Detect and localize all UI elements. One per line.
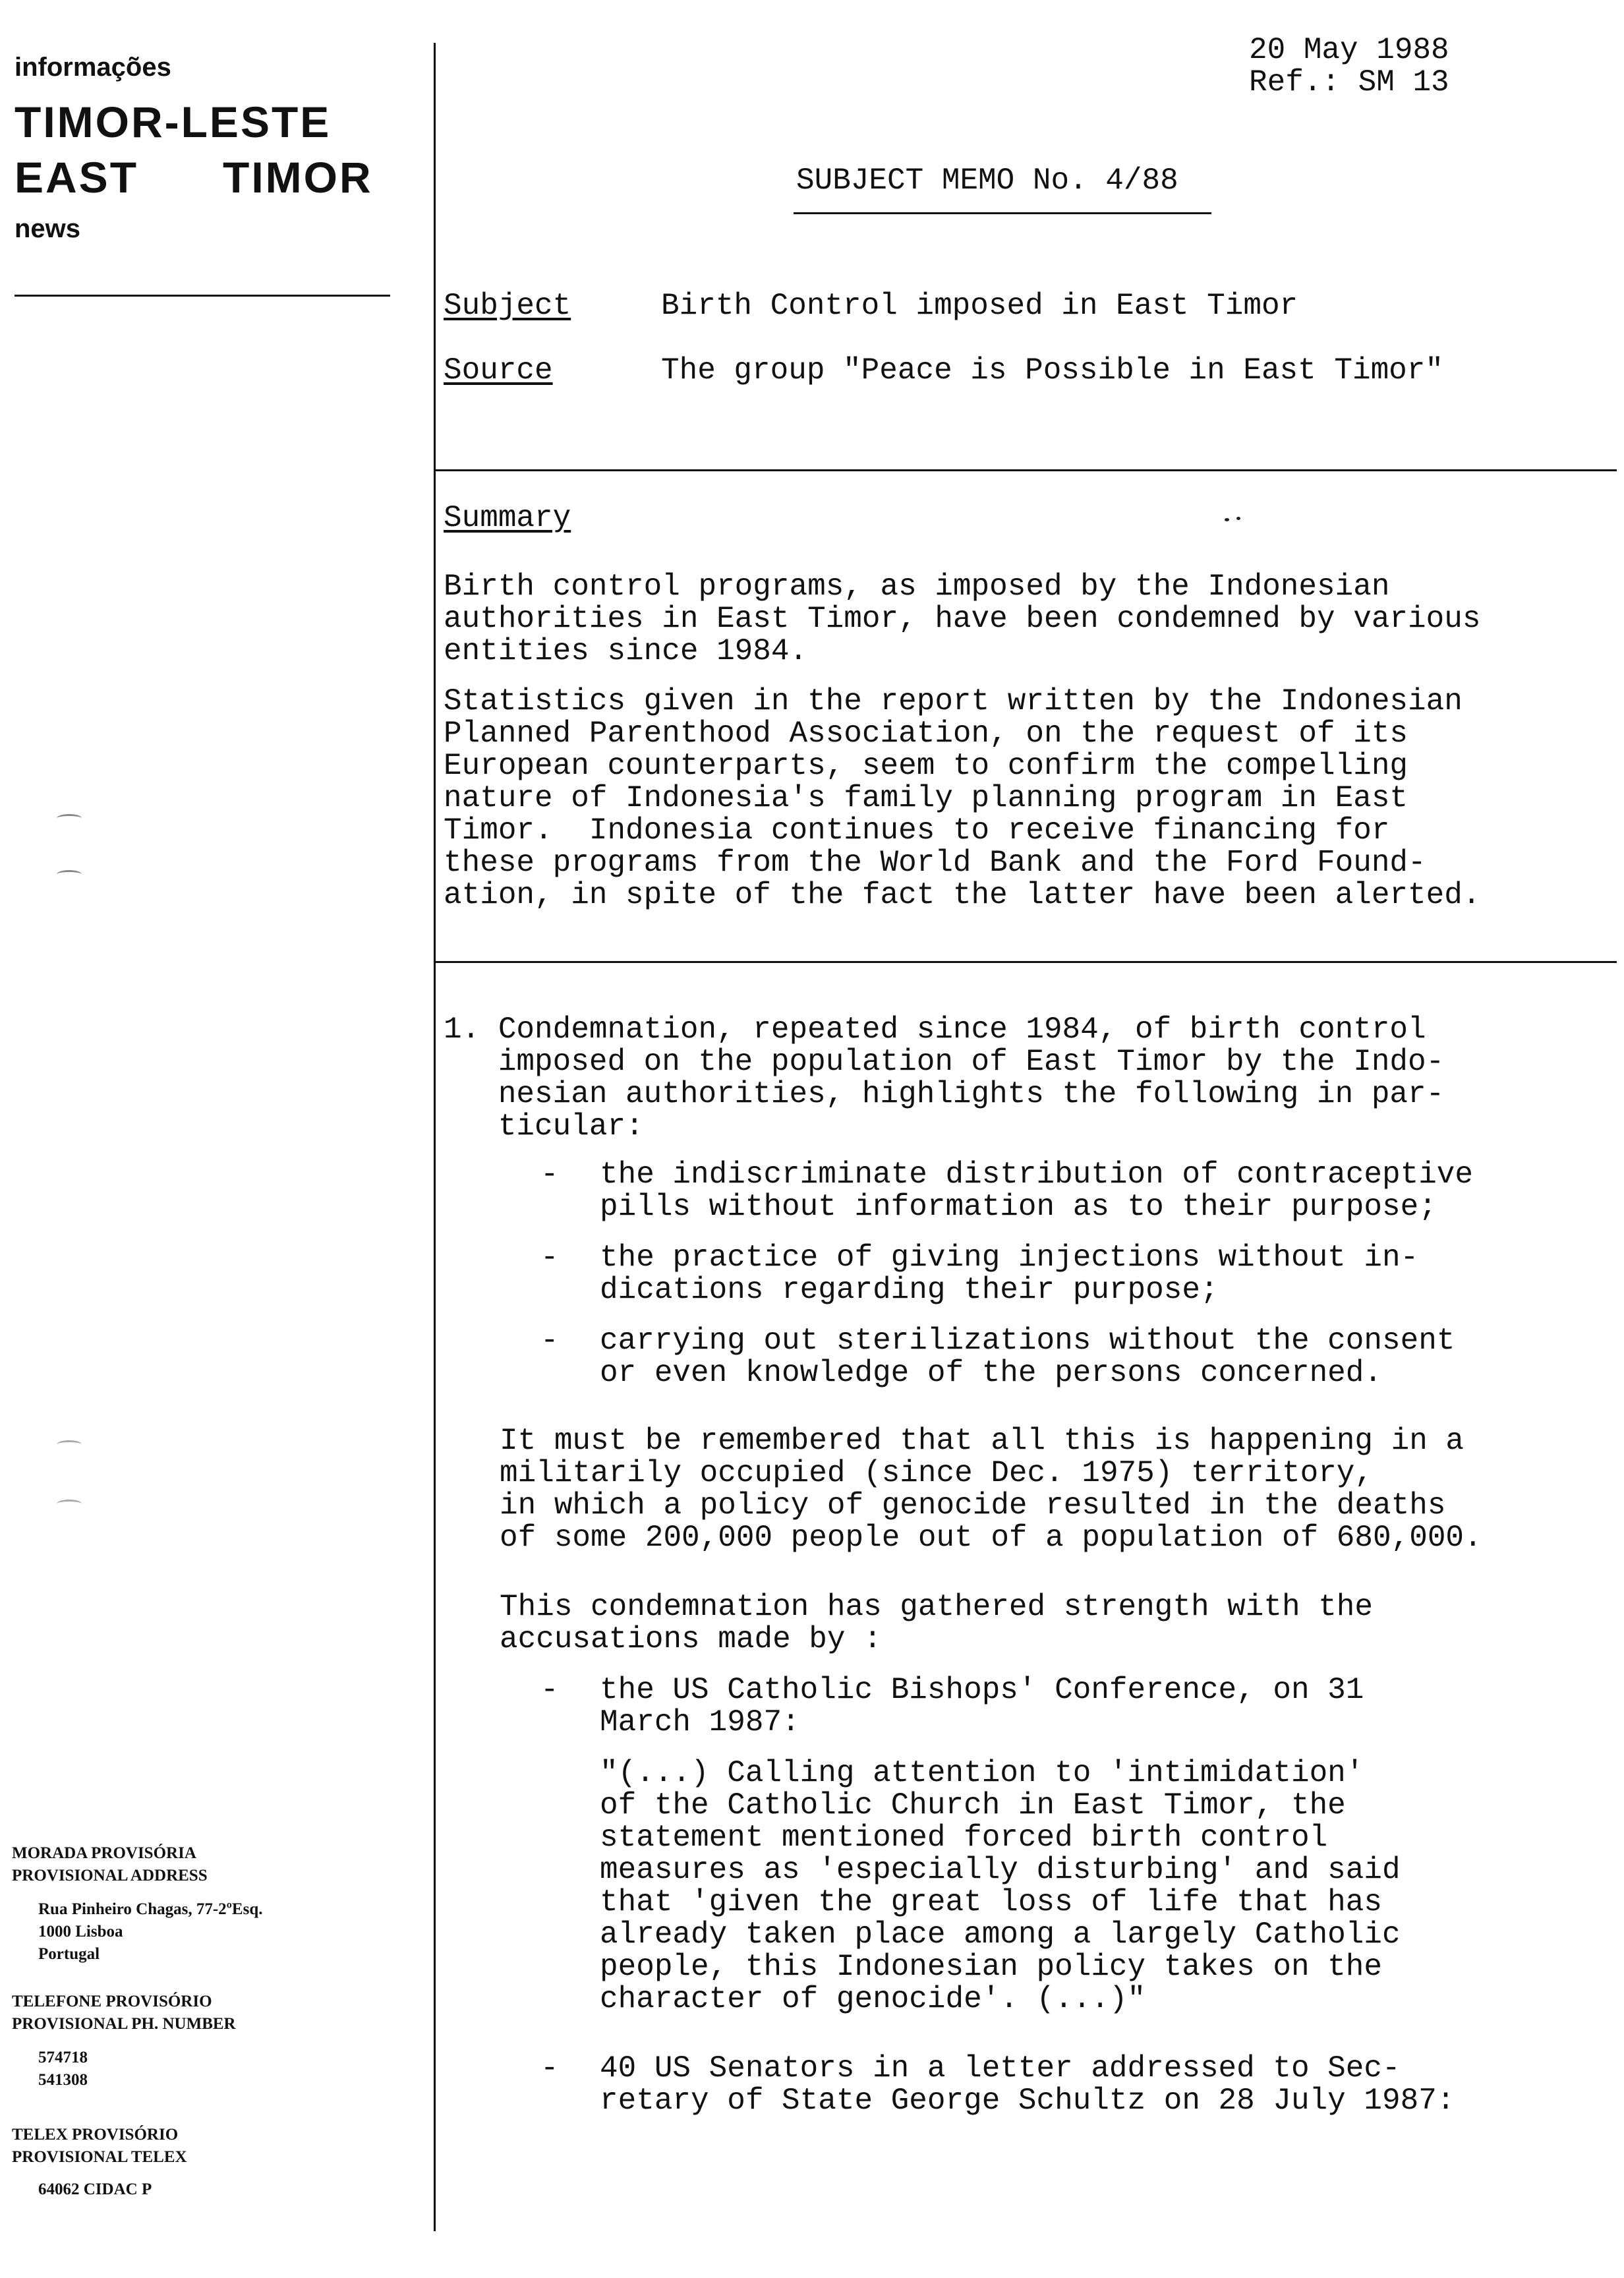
text-line: measures as 'especially disturbing' and said (600, 1853, 1401, 1887)
summary-paragraph-2 (444, 686, 1480, 912)
text-line: "(...) Calling attention to 'intimidation' (600, 1756, 1364, 1790)
text-line: character of genocide'. (...)" (600, 1982, 1146, 2016)
address-label (12, 1842, 208, 1887)
subject-value: Birth Control imposed in East Timor (661, 289, 1298, 323)
text-line: the US Catholic Bishops' Conference, on 31 (600, 1673, 1364, 1707)
item-1-paragraph (444, 1014, 1444, 1143)
column-divider (434, 43, 436, 2231)
text-line: Timor. Indonesia continues to receive financing for (444, 813, 1390, 848)
bullet-item (600, 1159, 1473, 1223)
text-line: carrying out sterilizations without the consent (600, 1324, 1455, 1358)
masthead-east: EAST (14, 153, 139, 202)
phone-label (12, 1991, 236, 2035)
text-line: militarily occupied (since Dec. 1975) territory, (500, 1456, 1374, 1490)
paper-speck (1236, 517, 1240, 520)
condemnation-paragraph (500, 1591, 1373, 1656)
masthead-timor-leste: TIMOR-LESTE (14, 98, 332, 146)
subject-label: Subject (444, 289, 571, 323)
text-line: 1. Condemnation, repeated since 1984, of birth control (444, 1012, 1426, 1047)
telex-number: 64062 CIDAC P (38, 2180, 152, 2198)
summary-heading: Summary (444, 501, 571, 535)
section-rule-1 (434, 469, 1617, 471)
text-line: ticular: (444, 1109, 644, 1144)
text-line: It must be remembered that all this is happening in a (500, 1424, 1464, 1458)
punch-mark (57, 814, 82, 823)
text-line: retary of State George Schultz on 28 July 1987: (600, 2084, 1455, 2118)
text-line: Planned Parenthood Association, on the request of its (444, 716, 1408, 751)
text-line: nature of Indonesia's family planning program in East (444, 781, 1408, 815)
text-line: accusations made by : (500, 1622, 882, 1656)
text-line: This condemnation has gathered strength with the (500, 1590, 1374, 1624)
address-line: Rua Pinheiro Chagas, 77-2ºEsq. (38, 1900, 263, 1918)
bullet-dash: - (540, 1241, 559, 1275)
label-line: MORADA PROVISÓRIA (12, 1844, 196, 1862)
source-label: Source (444, 353, 553, 388)
bishops-quote (600, 1757, 1401, 2016)
text-line: of some 200,000 people out of a population of 680,000. (500, 1521, 1482, 1555)
punch-mark (57, 1440, 82, 1449)
text-line: ation, in spite of the fact the latter have been alerted. (444, 878, 1481, 912)
memo-title: SUBJECT MEMO No. 4/88 (796, 163, 1178, 198)
memo-date: 20 May 1988 (1249, 33, 1449, 67)
text-line: 40 US Senators in a letter addressed to Sec- (600, 2051, 1401, 2086)
section-rule-2 (434, 961, 1617, 963)
remember-paragraph (500, 1425, 1482, 1554)
text-line: the practice of giving injections without in- (600, 1241, 1419, 1275)
text-line: or even knowledge of the persons concerned. (600, 1356, 1382, 1390)
bullet-bishops (600, 1674, 1364, 1739)
text-line: pills without information as to their purpose; (600, 1190, 1437, 1224)
bullet-dash: - (540, 1157, 559, 1192)
text-line: March 1987: (600, 1705, 800, 1739)
text-line: of the Catholic Church in East Timor, the (600, 1788, 1346, 1823)
text-line: people, this Indonesian policy takes on the (600, 1950, 1382, 1984)
text-line: entities since 1984. (444, 634, 808, 668)
address-line: Portugal (38, 1945, 100, 1963)
bullet-item (600, 1325, 1455, 1389)
telex-label (12, 2124, 187, 2169)
text-line: European counterparts, seem to confirm the compelling (444, 749, 1408, 783)
bullet-dash: - (540, 1673, 559, 1707)
text-line: in which a policy of genocide resulted in the deaths (500, 1488, 1446, 1523)
phone-numbers (38, 2047, 88, 2091)
label-line: PROVISIONAL TELEX (12, 2148, 187, 2166)
text-line: authorities in East Timor, have been condemned by various (444, 602, 1481, 636)
text-line: statement mentioned forced birth control (600, 1821, 1328, 1855)
label-line: PROVISIONAL PH. NUMBER (12, 2015, 236, 2033)
text-line: imposed on the population of East Timor by the Indo- (444, 1045, 1445, 1079)
address-line: 1000 Lisboa (38, 1923, 123, 1941)
text-line: Statistics given in the report written by the Indonesian (444, 684, 1463, 718)
phone-line: 541308 (38, 2071, 88, 2089)
label-line: TELEX PROVISÓRIO (12, 2126, 179, 2144)
label-line: TELEFONE PROVISÓRIO (12, 1993, 212, 2010)
bullet-dash: - (540, 2051, 559, 2086)
masthead-news: news (14, 214, 81, 243)
phone-line: 574718 (38, 2049, 88, 2066)
bullet-senators (600, 2053, 1455, 2117)
summary-paragraph-1 (444, 571, 1480, 668)
label-line: PROVISIONAL ADDRESS (12, 1867, 208, 1884)
bullet-item (600, 1242, 1418, 1306)
paper-speck (1225, 518, 1229, 521)
text-line: these programs from the World Bank and the Ford Found- (444, 846, 1426, 880)
text-line: Birth control programs, as imposed by the Indonesian (444, 570, 1390, 604)
masthead-timor: TIMOR (223, 153, 373, 202)
text-line: already taken place among a largely Catholic (600, 1917, 1401, 1952)
punch-mark (57, 870, 82, 879)
text-line: the indiscriminate distribution of contraceptive (600, 1157, 1474, 1192)
masthead-informacoes: informações (14, 53, 171, 82)
memo-ref: Ref.: SM 13 (1249, 65, 1449, 100)
address-lines (38, 1898, 263, 1966)
text-line: dications regarding their purpose; (600, 1273, 1219, 1307)
masthead-rule (14, 295, 390, 297)
text-line: nesian authorities, highlights the following in par- (444, 1077, 1445, 1111)
memo-title-rule (794, 212, 1211, 214)
text-line: that 'given the great loss of life that has (600, 1885, 1382, 1919)
punch-mark (57, 1500, 82, 1508)
source-value: The group "Peace is Possible in East Timor" (661, 353, 1443, 388)
bullet-dash: - (540, 1324, 559, 1358)
